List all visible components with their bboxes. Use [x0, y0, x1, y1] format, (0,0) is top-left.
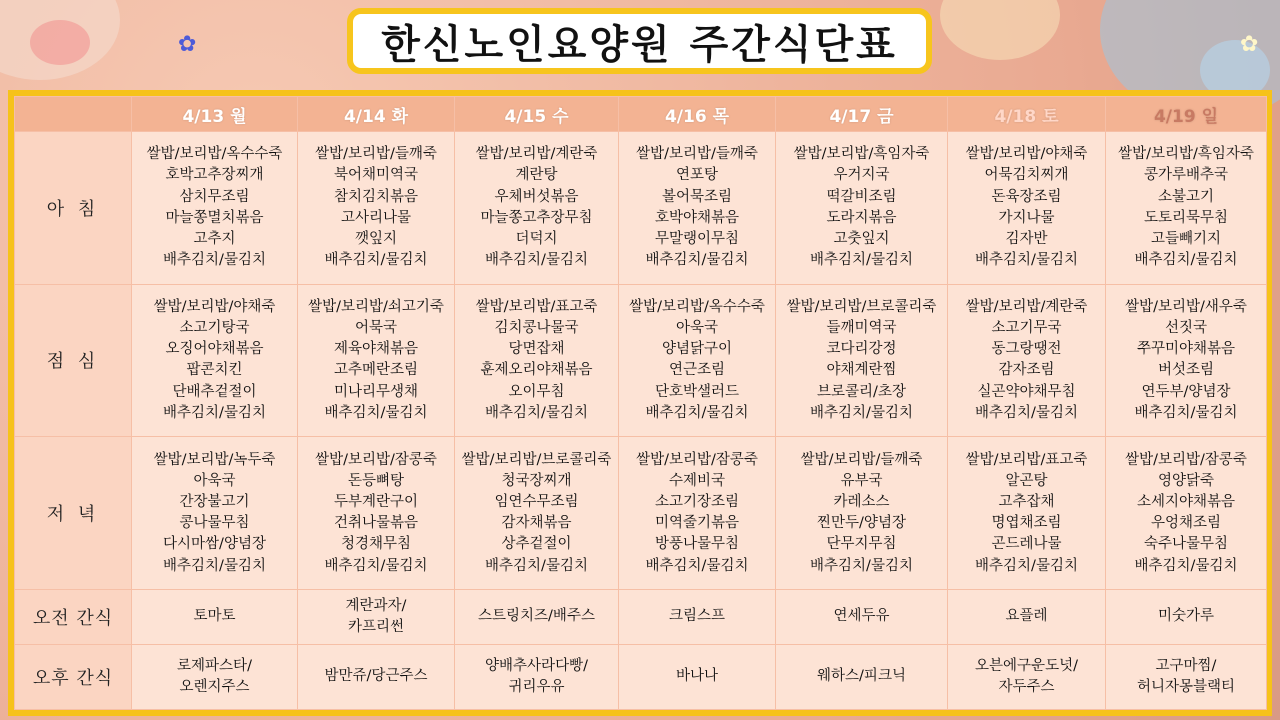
- flower-icon: ✿: [1240, 32, 1259, 57]
- snack-cell: [776, 644, 948, 709]
- snack-item: 허니자몽블랙티: [1136, 678, 1236, 695]
- snack-cell: [948, 644, 1106, 709]
- menu-cell: [948, 132, 1106, 285]
- menu-item: 고추메란조림: [333, 362, 419, 379]
- menu-item: 돈등뼈탕: [347, 472, 405, 489]
- menu-item: 소고기장조림: [654, 493, 740, 510]
- menu-cell: [132, 437, 298, 590]
- snack-cell: [619, 644, 776, 709]
- menu-item: 가지나물: [998, 209, 1055, 226]
- menu-item: 배추김치/물김치: [645, 404, 749, 421]
- snack-label: 오후 간식: [15, 644, 132, 709]
- day-header: 4/16 목: [619, 97, 776, 132]
- snack-cell: [132, 644, 298, 709]
- menu-item: 배추김치/물김치: [1134, 557, 1238, 574]
- menu-item: 마늘쫑고추장무침: [480, 209, 593, 226]
- menu-item: 코다리강정: [826, 341, 897, 358]
- menu-item: 찐만두/양념장: [817, 515, 906, 532]
- menu-item: 방풍나물무침: [654, 536, 740, 553]
- menu-item: 어묵김치찌개: [984, 167, 1069, 184]
- menu-item: 쌀밥/보리밥/브로콜리죽: [786, 298, 937, 315]
- day-header: 4/19 일: [1106, 97, 1267, 132]
- menu-cell: [1106, 132, 1267, 285]
- snack-item: 크림스프: [668, 608, 726, 625]
- menu-item: 쌀밥/보리밥/잠콩죽: [636, 451, 758, 468]
- menu-item: 소불고기: [1157, 188, 1215, 205]
- menu-item: 카레소스: [833, 493, 890, 510]
- menu-cell: [298, 437, 455, 590]
- snack-item: 토마토: [193, 608, 236, 625]
- menu-item: 고추잡채: [998, 493, 1055, 510]
- weekly-menu-table: [14, 96, 1267, 710]
- menu-item: 미역줄기볶음: [654, 515, 740, 532]
- menu-item: 떡갈비조림: [826, 188, 897, 205]
- menu-item: 숙주나물무침: [1143, 536, 1229, 553]
- menu-item: 볼어묵조림: [661, 188, 733, 205]
- menu-item: 쌀밥/보리밥/흑임자죽: [1118, 146, 1254, 163]
- menu-item: 단무지무침: [826, 536, 897, 553]
- menu-item: 청경채무침: [340, 536, 412, 553]
- snack-item: 미숫가루: [1157, 608, 1215, 625]
- menu-item: 훈제오리야채볶음: [480, 362, 593, 379]
- menu-item: 쌀밥/보리밥/표고죽: [475, 298, 598, 315]
- menu-item: 호박고추장찌개: [165, 167, 264, 184]
- menu-item: 임연수무조림: [494, 493, 579, 510]
- menu-cell: [776, 437, 948, 590]
- menu-cell: [776, 132, 948, 285]
- background-blob: [940, 0, 1060, 60]
- day-header: 4/18 토: [948, 97, 1106, 132]
- meal-label: 점 심: [15, 284, 132, 437]
- menu-item: 두부계란구이: [333, 493, 419, 510]
- menu-item: 고사리나물: [340, 209, 412, 226]
- snack-cell: [298, 644, 455, 709]
- menu-item: 콩나물무침: [179, 515, 250, 532]
- menu-item: 쌀밥/보리밥/계란죽: [475, 146, 598, 163]
- menu-item: 감자조림: [998, 362, 1055, 379]
- menu-item: 쌀밥/보리밥/흑임자죽: [793, 146, 930, 163]
- title-banner: [347, 8, 932, 74]
- day-header: 4/14 화: [298, 97, 455, 132]
- menu-item: 야채계란찜: [826, 362, 897, 379]
- menu-item: 쌀밥/보리밥/계란죽: [965, 298, 1088, 315]
- menu-item: 배추김치/물김치: [645, 252, 749, 269]
- menu-item: 배추김치/물김치: [324, 557, 428, 574]
- menu-item: 연두부/양념장: [1141, 383, 1231, 400]
- snack-label: 오전 간식: [15, 589, 132, 644]
- menu-item: 호박야채볶음: [654, 209, 740, 226]
- menu-item: 더덕지: [515, 231, 558, 248]
- menu-item: 제육야채볶음: [333, 341, 419, 358]
- snack-item: 요플레: [1005, 608, 1048, 625]
- header-row: [15, 97, 1267, 132]
- menu-item: 쌀밥/보리밥/브로콜리죽: [461, 451, 612, 468]
- menu-cell: [455, 284, 619, 437]
- snack-item: 웨하스/피크닉: [817, 668, 906, 685]
- menu-item: 배추김치/물김치: [485, 557, 588, 574]
- menu-item: 고추지: [193, 231, 236, 248]
- menu-item: 무말랭이무침: [654, 231, 740, 248]
- menu-item: 상추겉절이: [501, 536, 572, 553]
- menu-item: 배추김치/물김치: [1134, 404, 1238, 421]
- menu-item: 배추김치/물김치: [163, 252, 266, 269]
- menu-cell: [455, 437, 619, 590]
- meal-label: 아 침: [15, 132, 132, 285]
- menu-cell: [619, 132, 776, 285]
- menu-item: 아욱국: [675, 320, 719, 337]
- menu-item: 마늘쫑멸치볶음: [165, 209, 264, 226]
- menu-item: 건취나물볶음: [333, 515, 419, 532]
- snack-row: [15, 644, 1267, 709]
- menu-item: 팝콘치킨: [186, 362, 243, 379]
- page-title: 한신노인요양원 주간식단표: [381, 21, 898, 68]
- snack-cell: [132, 589, 298, 644]
- menu-item: 곤드레나물: [991, 536, 1062, 553]
- menu-item: 깻잎지: [354, 231, 398, 248]
- meal-row: [15, 132, 1267, 285]
- menu-cell: [1106, 437, 1267, 590]
- snack-cell: [455, 644, 619, 709]
- menu-item: 소고기무국: [991, 320, 1062, 337]
- menu-item: 도토리묵무침: [1143, 209, 1229, 226]
- menu-item: 유부국: [840, 472, 883, 489]
- menu-item: 배추김치/물김치: [1134, 252, 1238, 269]
- menu-item: 연포탕: [675, 167, 719, 184]
- menu-cell: [948, 437, 1106, 590]
- menu-item: 쭈꾸미야채볶음: [1136, 341, 1236, 358]
- menu-item: 돈육장조림: [991, 188, 1062, 205]
- menu-item: 단배추겉절이: [172, 383, 257, 400]
- menu-item: 감자채볶음: [501, 515, 572, 532]
- menu-item: 콩가루배추국: [1143, 167, 1229, 184]
- snack-item: 오븐에구운도넛/: [975, 657, 1078, 674]
- snack-cell: [619, 589, 776, 644]
- snack-item: 계란과자/: [345, 597, 407, 614]
- menu-item: 고들빼기지: [1150, 231, 1222, 248]
- menu-item: 배추김치/물김치: [975, 404, 1078, 421]
- menu-cell: [132, 132, 298, 285]
- menu-item: 배추김치/물김치: [163, 557, 266, 574]
- menu-item: 김치콩나물국: [494, 320, 579, 337]
- menu-item: 쌀밥/보리밥/새우죽: [1125, 298, 1247, 315]
- menu-item: 배추김치/물김치: [810, 252, 913, 269]
- menu-item: 배추김치/물김치: [485, 252, 588, 269]
- menu-cell: [619, 284, 776, 437]
- menu-item: 연근조림: [668, 362, 726, 379]
- menu-item: 미나리무생채: [333, 383, 419, 400]
- menu-item: 쌀밥/보리밥/옥수수죽: [146, 146, 283, 163]
- menu-item: 배추김치/물김치: [810, 404, 913, 421]
- menu-item: 배추김치/물김치: [163, 404, 266, 421]
- menu-item: 어묵국: [354, 320, 398, 337]
- menu-item: 계란탕: [515, 167, 558, 184]
- snack-item: 바나나: [675, 668, 719, 685]
- menu-item: 쌀밥/보리밥/야채죽: [153, 298, 276, 315]
- menu-cell: [948, 284, 1106, 437]
- menu-item: 브로콜리/초장: [817, 383, 906, 400]
- menu-item: 우엉채조림: [1150, 515, 1222, 532]
- meal-label: 저 녁: [15, 437, 132, 590]
- menu-item: 실곤약야채무침: [977, 383, 1076, 400]
- menu-item: 양념닭구이: [661, 341, 733, 358]
- menu-cell: [619, 437, 776, 590]
- snack-item: 연세두유: [833, 608, 890, 625]
- snack-cell: [1106, 589, 1267, 644]
- menu-item: 배추김치/물김치: [324, 404, 428, 421]
- menu-item: 쌀밥/보리밥/잠콩죽: [315, 451, 437, 468]
- menu-cell: [298, 284, 455, 437]
- menu-item: 북어채미역국: [333, 167, 419, 184]
- menu-item: 고춧잎지: [833, 231, 890, 248]
- snack-cell: [298, 589, 455, 644]
- menu-item: 오징어야채볶음: [165, 341, 264, 358]
- menu-item: 동그랑땡전: [991, 341, 1062, 358]
- snack-item: 스트링치즈/배주스: [478, 608, 595, 625]
- menu-item: 버섯조림: [1157, 362, 1215, 379]
- menu-cell: [1106, 284, 1267, 437]
- snack-cell: [455, 589, 619, 644]
- menu-item: 영양닭죽: [1157, 472, 1215, 489]
- menu-table-frame: [8, 90, 1272, 716]
- snack-cell: [1106, 644, 1267, 709]
- menu-item: 우거지국: [833, 167, 890, 184]
- menu-item: 배추김치/물김치: [324, 252, 428, 269]
- menu-item: 삼치무조림: [179, 188, 250, 205]
- menu-cell: [298, 132, 455, 285]
- menu-item: 수제비국: [668, 472, 726, 489]
- snack-item: 귀리우유: [508, 678, 565, 695]
- menu-item: 쌀밥/보리밥/쇠고기죽: [308, 298, 444, 315]
- snack-item: 고구마찜/: [1155, 657, 1217, 674]
- background-blob: [30, 20, 90, 65]
- day-header: 4/17 금: [776, 97, 948, 132]
- menu-item: 청국장찌개: [501, 472, 572, 489]
- snack-row: [15, 589, 1267, 644]
- menu-item: 소세지야채볶음: [1136, 493, 1236, 510]
- snack-item: 카프리썬: [347, 618, 405, 635]
- menu-cell: [455, 132, 619, 285]
- snack-cell: [948, 589, 1106, 644]
- menu-item: 소고기탕국: [179, 320, 250, 337]
- menu-item: 도라지볶음: [826, 209, 897, 226]
- snack-item: 오렌지주스: [179, 678, 250, 695]
- menu-item: 쌀밥/보리밥/녹두죽: [153, 451, 276, 468]
- day-header: 4/15 수: [455, 97, 619, 132]
- snack-item: 밤만쥬/당근주스: [324, 668, 428, 685]
- menu-item: 참치김치볶음: [333, 188, 419, 205]
- menu-item: 쌀밥/보리밥/야채죽: [965, 146, 1088, 163]
- menu-item: 쌀밥/보리밥/잠콩죽: [1125, 451, 1247, 468]
- menu-item: 쌀밥/보리밥/들깨죽: [315, 146, 437, 163]
- menu-item: 배추김치/물김치: [975, 252, 1078, 269]
- menu-item: 쌀밥/보리밥/들깨죽: [636, 146, 758, 163]
- menu-item: 배추김치/물김치: [975, 557, 1078, 574]
- snack-item: 자두주스: [998, 678, 1055, 695]
- menu-item: 아욱국: [193, 472, 236, 489]
- menu-item: 들깨미역국: [826, 320, 897, 337]
- menu-item: 쌀밥/보리밥/들깨죽: [800, 451, 923, 468]
- flower-icon: ✿: [178, 32, 197, 57]
- menu-cell: [776, 284, 948, 437]
- menu-cell: [132, 284, 298, 437]
- snack-item: 로제파스타/: [177, 657, 252, 674]
- menu-item: 오이무침: [508, 383, 565, 400]
- menu-item: 알곤탕: [1005, 472, 1048, 489]
- menu-item: 쌀밥/보리밥/옥수수죽: [629, 298, 765, 315]
- menu-item: 우체버섯볶음: [494, 188, 579, 205]
- day-header: 4/13 월: [132, 97, 298, 132]
- menu-item: 명엽채조림: [991, 515, 1062, 532]
- menu-item: 배추김치/물김치: [810, 557, 913, 574]
- snack-item: 양배추사라다빵/: [485, 657, 588, 674]
- corner-cell: [15, 97, 132, 132]
- meal-row: [15, 437, 1267, 590]
- menu-item: 단호박샐러드: [654, 383, 740, 400]
- snack-cell: [776, 589, 948, 644]
- menu-item: 당면잡채: [508, 341, 565, 358]
- menu-item: 김자반: [1005, 231, 1048, 248]
- menu-item: 배추김치/물김치: [645, 557, 749, 574]
- menu-item: 간장불고기: [179, 493, 250, 510]
- menu-item: 선짓국: [1164, 320, 1208, 337]
- meal-row: [15, 284, 1267, 437]
- menu-item: 다시마쌈/양념장: [163, 536, 266, 553]
- menu-item: 배추김치/물김치: [485, 404, 588, 421]
- menu-item: 쌀밥/보리밥/표고죽: [965, 451, 1088, 468]
